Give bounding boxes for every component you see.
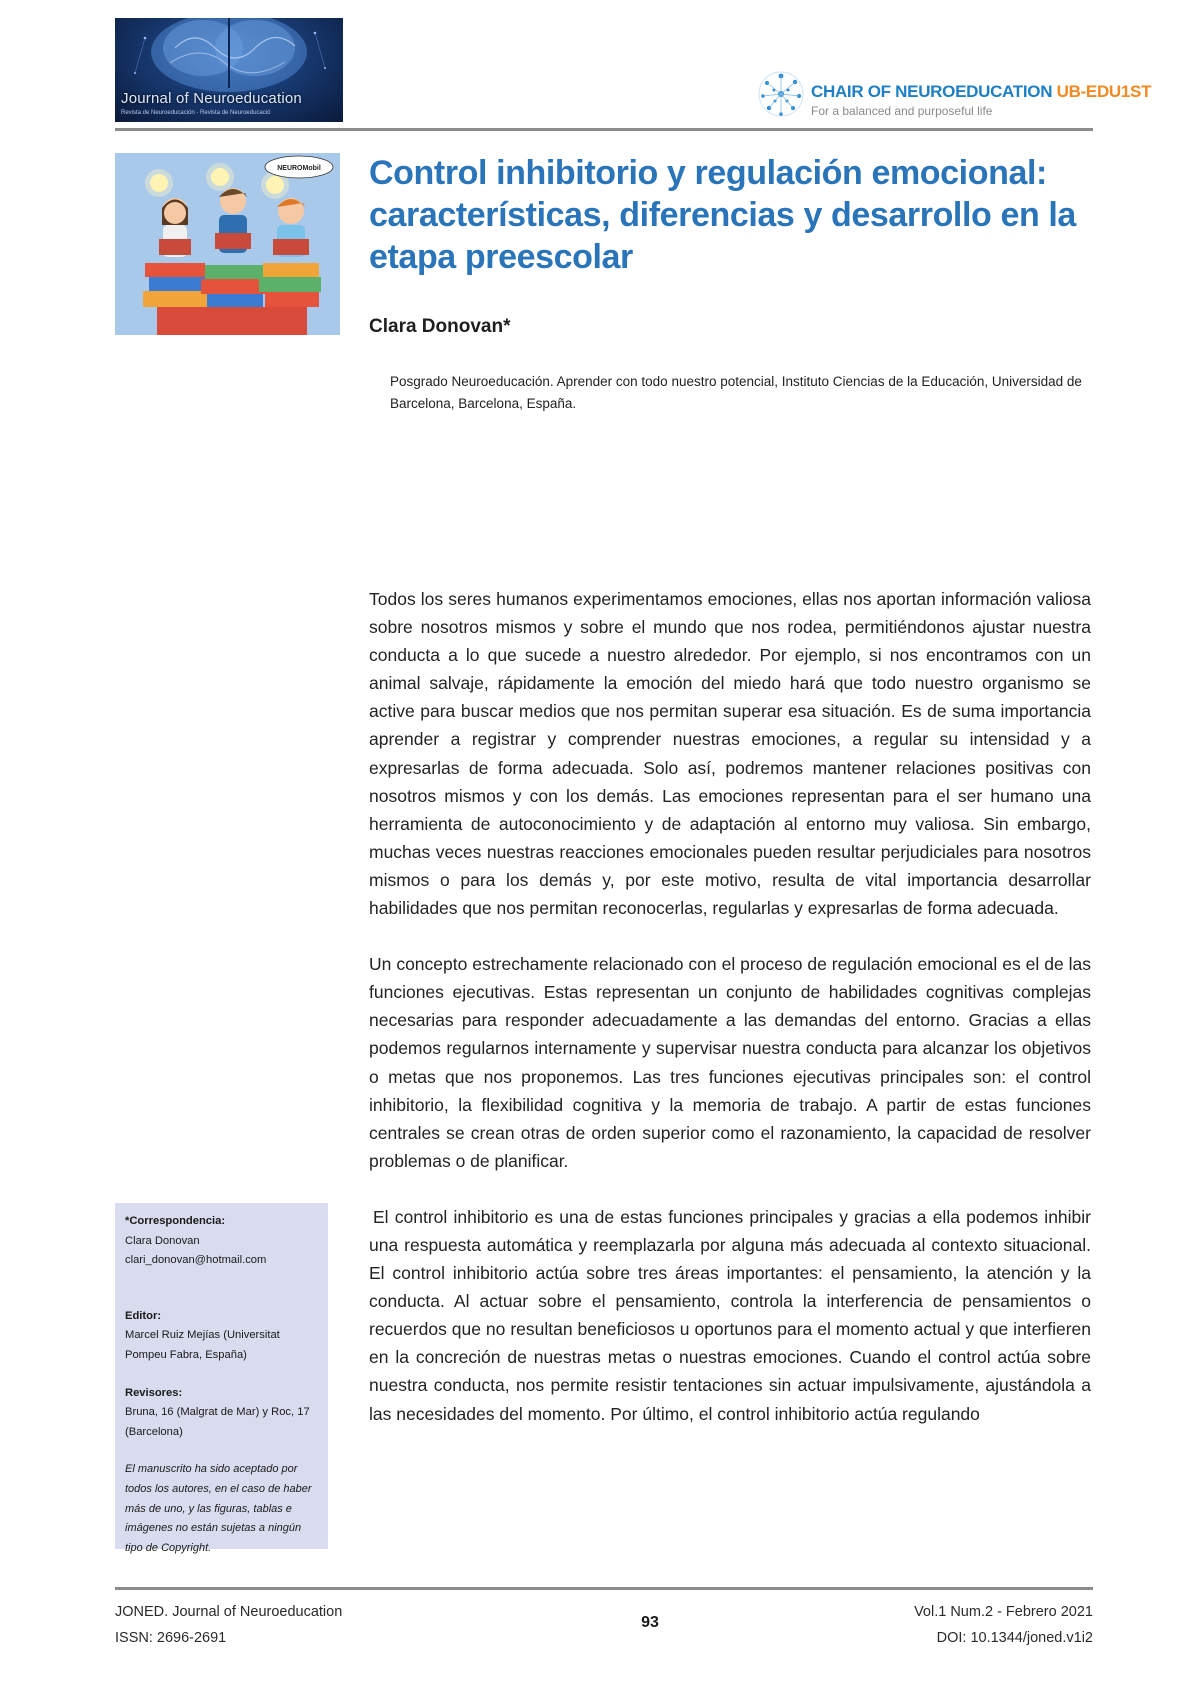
- editor-label: Editor:: [125, 1309, 162, 1322]
- body-paragraph: Un concepto estrechamente relacionado con el proceso de regulación emocional es el de las funciones ejecutivas. Estas representan un conjunto de habilidades cognitivas complejas necesarias para responder adecuadamente a las demandas del entorno. Gracias a ellas podemos regularnos internamente y supervisar nuestra conducta para alcanzar los objetivos o metas que nos proponemos. Las tres funciones ejecutivas principales son: el control inhibitorio, la flexibilidad cognitiva y la memoria de trabajo. A partir de estas funciones centrales se crean otras de orden superior como el razonamiento, la capacidad de resolver problemas o de planificar.: [369, 954, 1091, 1171]
- chair-tagline: For a balanced and purposeful life: [811, 104, 993, 118]
- footer-left: [115, 1599, 342, 1651]
- chair-code: UB-EDU1ST: [1056, 82, 1152, 101]
- correspondence-name: Clara Donovan: [125, 1234, 200, 1247]
- journal-logo-subtitle: Revista de Neuroeducación - Revista de Neuroeducació: [121, 110, 271, 116]
- correspondence-email[interactable]: clari_donovan@hotmail.com: [125, 1254, 267, 1267]
- reviewers-value: Bruna, 16 (Malgrat de Mar) y Roc, 17 (Barcelona): [125, 1406, 310, 1438]
- article-title: Control inhibitorio y regulación emocional: características, diferencias y desarrollo en la etapa preescolar: [369, 154, 1076, 276]
- correspondence-sidebar: [115, 1203, 328, 1554]
- correspondence-label: *Correspondencia:: [125, 1215, 226, 1227]
- speech-bubble-text: NEUROMobil: [277, 165, 321, 172]
- footer-right: [914, 1599, 1093, 1651]
- copyright-note: El manuscrito ha sido aceptado por todos los autores, en el caso de haber más de uno, y las figuras, tablas e imágenes no están sujetas a ningún tipo de Copyright.: [125, 1463, 312, 1554]
- page-number: 93: [641, 1614, 659, 1631]
- article-illustration: [115, 153, 340, 335]
- students-reading-illustration: [115, 153, 340, 335]
- body-paragraph: Todos los seres humanos experimentamos emociones, ellas nos aportan información valiosa sobre nosotros mismos y sobre el mundo que nos rodea, permitiéndonos ajustar nuestra conducta a lo que sucede a nuestro alrededor. Por ejemplo, si nos encontramos con un animal salvaje, rápidamente la emoción del miedo hará que todo nuestro organismo se active para buscar medios que nos permitan superar esa situación. Es de suma importancia aprender a registrar y comprender nuestras emociones, a regular su intensidad y a expresarlas de forma adecuada. Solo así, podremos mantener relaciones positivas con nosotros mismos y con los demás. Las emociones representan para el ser humano una herramienta de autoconocimiento y de adaptación al entorno muy valiosa. Sin embargo, muchas veces nuestras reacciones emocionales pueden resultar perjudiciales para nosotros mismos o para los demás y, por este motivo, resulta de vital importancia desarrollar habilidades que nos permitan reconocerlas, regularlas y expresarlas de forma adecuada.: [369, 589, 1091, 919]
- editor-value: Marcel Ruiz Mejías (Universitat Pompeu Fabra, España): [125, 1329, 280, 1361]
- footer-volume: Vol.1 Num.2 - Febrero 2021: [914, 1604, 1093, 1620]
- footer-doi[interactable]: DOI: 10.1344/joned.v1i2: [936, 1630, 1093, 1646]
- footer-issn: ISSN: 2696-2691: [115, 1630, 227, 1646]
- author-name: Clara Donovan*: [369, 316, 511, 337]
- article-body: [369, 585, 1091, 1456]
- reviewers-label: Revisores:: [125, 1386, 183, 1399]
- header-divider: [115, 128, 1093, 131]
- footer-journal-name: JONED. Journal of Neuroeducation: [115, 1604, 343, 1620]
- chair-name: CHAIR OF NEUROEDUCATION: [811, 82, 1057, 101]
- chair-title: [811, 82, 1151, 102]
- journal-logo: [115, 18, 343, 122]
- author-affiliation: Posgrado Neuroeducación. Aprender con todo nuestro potencial, Instituto Ciencias de la Educación, Universidad de Barcelona, Barcelona, España.: [390, 374, 1082, 411]
- footer-divider: [115, 1587, 1093, 1590]
- journal-logo-title: Journal of Neuroeducation: [121, 90, 302, 107]
- network-dots-icon: [755, 68, 807, 120]
- body-paragraph: El control inhibitorio es una de estas funciones principales y gracias a ella podemos inhibir una respuesta automática y reemplazarla por alguna más adecuada al contexto situacional. El control inhibitorio actúa sobre tres áreas importantes: el pensamiento, la atención y la conducta. Al actuar sobre el pensamiento, controla la interferencia de pensamientos o recuerdos que no resultan beneficiosos u oportunos para el momento actual y que interfieren en la concreción de nuestras metas o nuestras emociones. Cuando el control actúa sobre nuestra conducta, nos permite resistir tentaciones sin actuar impulsivamente, ajustándola a las necesidades del momento. Por último, el control inhibitorio actúa regulando: [369, 1206, 1091, 1424]
- chair-logo: [755, 68, 1152, 124]
